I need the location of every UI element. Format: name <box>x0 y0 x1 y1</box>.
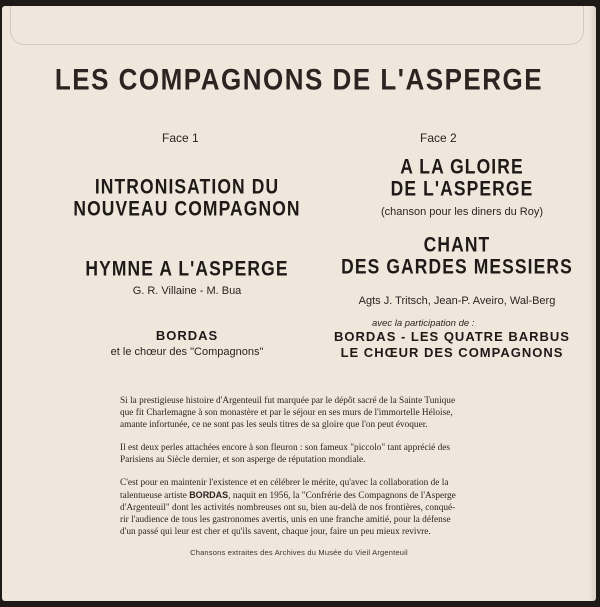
face1-song2 <box>42 258 332 280</box>
face2-artist-line1: BORDAS - LES QUATRE BARBUS <box>334 329 570 344</box>
face1-song1 <box>42 176 332 220</box>
face1-song2-title: HYMNE A L'ASPERGE <box>85 258 289 282</box>
p3-line: d'Argenteuil" dont les activités nombreuses ont su, bien au-delà de nos frontières, conqué- <box>120 503 456 513</box>
p2-line: Parisiens au Siècle dernier, et son asperge de réputation mondiale. <box>120 455 366 465</box>
face1-artist-sub: et le chœur des "Compagnons" <box>110 346 264 358</box>
face2-artist-line2: LE CHŒUR DES COMPAGNONS <box>340 345 564 360</box>
face1-song1-line1: INTRONISATION DU <box>94 176 280 200</box>
footer-credit: Chansons extraites des Archives du Musée du Vieil Argenteuil <box>190 548 408 557</box>
p1-line: amante infortunée, ce ne sont pas les seuls titres de sa gloire que l'on peut évoquer. <box>120 420 428 430</box>
face2-song2 <box>302 234 596 278</box>
album-title: LES COMPAGNONS DE L'ASPERGE <box>54 61 544 97</box>
face2-song1-line2: DE L'ASPERGE <box>390 178 534 202</box>
face1-label: Face 1 <box>162 131 199 145</box>
p1-line: Si la prestigieuse histoire d'Argenteuil fut marquée par le dépôt sacré de la Sainte Tunique <box>120 396 456 406</box>
p3-line: d'un passé qui leur est cher et qu'ils savent, chaque jour, faire un peu mieux revivre. <box>120 527 431 537</box>
face1-song2-credit: G. R. Villaine - M. Bua <box>132 285 242 297</box>
p3-line: rir l'audience de tous les gastronomes avertis, unis en une franche amitié, pour la défense <box>120 515 451 525</box>
face2-song1-line1: A LA GLOIRE <box>400 156 524 180</box>
face1-artist: BORDAS <box>155 328 219 343</box>
face2-song1 <box>317 156 596 200</box>
p1-line: que fit Charlemagne à son monastère et par le séjour en ses murs de l'immortelle Héloise, <box>120 408 453 418</box>
face2-label: Face 2 <box>420 131 457 145</box>
face2-participation: avec la participation de : <box>372 318 475 329</box>
p3-line: C'est pour en maintenir l'existence et en célébrer le mérite, qu'avec la collaboration de la <box>120 478 449 488</box>
p3-line <box>120 489 508 502</box>
p3-text: , naquit en 1956, la "Confrérie des Compagnons de l'Asperge <box>228 491 456 501</box>
p3-bordas: BORDAS <box>189 490 229 500</box>
face2-song2-line1: CHANT <box>423 234 491 258</box>
face2-song1-sub: (chanson pour les diners du Roy) <box>380 206 544 218</box>
liner-paragraph-3 <box>120 477 508 538</box>
liner-paragraph-1 <box>120 395 508 431</box>
p3-text: talentueuse artiste <box>120 491 187 501</box>
sleeve-flap <box>10 6 584 45</box>
liner-paragraph-2 <box>120 442 508 466</box>
face2-song2-credit: Agts J. Tritsch, Jean-P. Aveiro, Wal-Berg <box>358 295 556 307</box>
face1-song1-line2: NOUVEAU COMPAGNON <box>73 198 301 222</box>
record-sleeve-back <box>2 6 596 601</box>
face2-song2-line2: DES GARDES MESSIERS <box>341 256 573 280</box>
p2-line: Il est deux perles attachées encore à son fleuron : son fameux "piccolo" tant apprécié des <box>120 443 451 453</box>
